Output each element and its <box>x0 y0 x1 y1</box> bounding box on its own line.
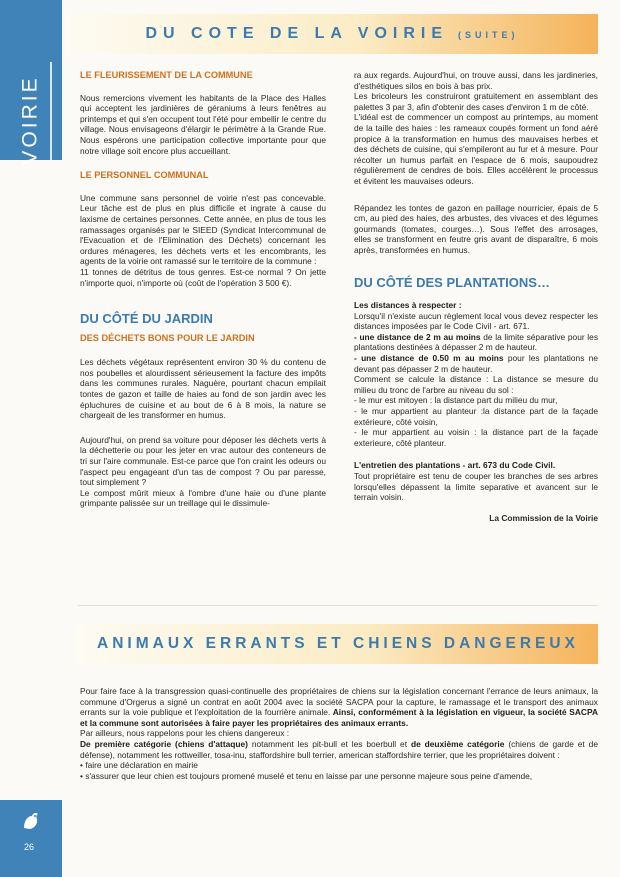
subheading-entretien <box>354 460 598 471</box>
subheading-entretien-text: L'entretien des plantations - art. 673 du Code Civil. <box>354 460 556 471</box>
top-banner-title-text: DU COTE DE LA VOIRIE <box>145 25 449 42</box>
subheading-distances-text: Les distances à respecter : <box>354 300 462 311</box>
column-left <box>80 70 326 518</box>
top-banner <box>66 14 598 54</box>
bold-text: Ainsi, conformément à la législation en vigueur, la société SACPA et la commune sont autorisées à faire payer les propriétaires des animaux errants. <box>80 707 598 728</box>
text: (chiens de garde et de défense), notamment les rottweiller, tosa-inu, staffordshire bull terrier, american staffordshire terrier, que les propriétaires doivent : <box>80 738 598 760</box>
paragraph <box>354 353 598 374</box>
sidebar-rule <box>50 62 52 160</box>
column-right <box>354 70 598 523</box>
paragraph: Par ailleurs, nous rappelons pour les chiens dangereux : <box>80 728 290 739</box>
divider <box>78 605 598 606</box>
list-item: - le mur appartient au voisin : la distance part de la façade exterieure, côté planteur. <box>354 427 598 448</box>
paragraph: Aujourd'hui, on prend sa voiture pour déposer les déchets verts à la déchetterie ou pour les jeter en vrac autour des conteneurs de tri sur l'aire communale. Est-ce parce que l'on craint les odeurs ou l'aspect peu engageant d'un tas de compost ? Ou par paresse, tout simplement ? <box>80 434 326 488</box>
sidebar-gap <box>0 160 62 800</box>
bold-text: - une distance de 2 m au moins <box>354 331 481 342</box>
paragraph: Les bricoleurs les construiront gratuitement en assemblant des palettes 3 par 3, afin d'obtenir des cases d'environ 1 m de côté. <box>354 91 598 112</box>
paragraph <box>354 332 598 353</box>
paragraph <box>80 739 598 760</box>
animals-section <box>80 686 598 781</box>
signature: La Commission de la Voirie <box>489 512 598 523</box>
bold-text: - une distance de 0.50 m au moins <box>354 353 504 364</box>
paragraph: L'idéal est de commencer un compost au printemps, au moment de la taille des haies : les rameaux coupés forment un fond aéré propice à la transformation en humus des mauvaises herbes et des déchets de cuisine, qui s'empileront au fur et à mesure. Pour récolter un humus parfait en l'espace de 6 mois, saupoudrez régulièrement de cendres de bois. Elles accélèrent le processus et évitent les mauvaises odeurs. <box>354 112 598 186</box>
heading-plantations: DU CÔTÉ DES PLANTATIONS… <box>354 274 550 290</box>
section-title-text: VOIRIE <box>19 75 42 165</box>
page-number: 26 <box>24 842 35 852</box>
bottom-banner-title: ANIMAUX ERRANTS ET CHIENS DANGEREUX <box>97 635 579 652</box>
paragraph: Tout propriétaire est tenu de couper les branches de ses arbres lorsqu'elles dépassent la limite separative et avancent sur le terrain voisin. <box>354 471 598 503</box>
list-item: • faire une déclaration en mairie <box>80 760 198 771</box>
heading-personnel: LE PERSONNEL COMMUNAL <box>80 170 209 181</box>
rooster-logo-icon <box>18 808 44 834</box>
section-title <box>16 70 46 170</box>
list-item: • s'assurer que leur chien est toujours promené muselé et tenu en laisse par une personne majeure sous peine d'amende, <box>80 770 533 781</box>
paragraph: Une commune sans personnel de voirie n'est pas concevable. Leur tâche est de plus en plus difficile et ingrate à cause du laxisme de certaines personnes. Cette année, en plus de tous les ramassages organisés par le SIEED (Syndicat Intercommunal de l'Evacuation et de l'Elimination des Déchets) concernant les ordures ménageres, les déchets verts et les encombrants, les agents de la voirie ont ramassé sur le territoire de la commune : <box>80 192 326 267</box>
bottom-banner <box>78 624 598 664</box>
text: notamment les pit-bull et les boerbull et <box>247 738 411 749</box>
paragraph: ra aux regards. Aujourd'hui, on trouve aussi, dans les jardineries, d'esthétiques silos en bois à bas prix. <box>354 70 598 91</box>
sidebar <box>0 0 62 877</box>
list-item: - le mur est mitoyen : la distance part du milieu du mur, <box>354 395 558 406</box>
paragraph: Nous remercions vivement les habitants de la Place des Halles qui acceptent les jardinières de géraniums à leurs fenêtres au printemps et qui s'en occupent tout l'été pour embellir le centre du village. Nous envisageons d'élargir le périmètre à la Grande Rue. Nous espérons une participation collective importante pour que notre village soit encore plus accueillant. <box>80 92 326 156</box>
paragraph: Répandez les tontes de gazon en paillage nourricier, épais de 5 cm, au pied des haies, des arbustes, des vivaces et des légumes gourmands (tomates, courges…). Sous l'effet des arrosages, elles se transforment en feutre gris avant de disparaître, 6 mois après, transformées en humus. <box>354 202 598 255</box>
text: pour les plantations ne devant pas dépasser 2 m de hauteur. <box>354 353 598 374</box>
heading-fleurissement: LE FLEURISSEMENT DE LA COMMUNE <box>80 70 253 80</box>
subheading-distances <box>354 300 598 311</box>
bold-text: de deuxième catégorie <box>410 738 505 749</box>
heading-jardin: DU CÔTÉ DU JARDIN <box>80 311 213 327</box>
paragraph: 11 tonnes de détritus de tous genres. Est-ce normal ? On jette n'importe quoi, n'importe où (coût de l'opération 3 500 €). <box>80 266 326 288</box>
paragraph: Le compost mûrit mieux à l'ombre d'une haie ou d'une plante grimpante palissée sur un treillage qui le dissimule- <box>80 487 326 509</box>
paragraph: Comment se calcule la distance : La distance se mesure du milieu du tronc de l'arbre au niveau du sol : <box>354 374 598 395</box>
text: Pour faire face à la transgression quasi-continuelle des propriétaires de chiens sur la législation concernant l'errance de leurs animaux, la commune d'Orgerus a signé un contrat en août 2004 avec la société SACPA pour la capture, le ramassage et le transport des animaux errants sur la voie publique et l'exploitation de la fourrière animale. <box>80 686 598 718</box>
paragraph: Les déchets végétaux représentent environ 30 % du contenu de nos poubelles et alourdissent sérieusement la facture des impôts dans les communes rurales. Naguère, pourtant chacun empilait tontes de gazon et taille de haies au fond de son jardin avec les épluchures de cuisine et au bout de 6 à 8 mois, la nature se chargeait de les transformer en humus. <box>80 357 326 421</box>
list-item: - le mur appartient au planteur :la distance part de la façade extérieure, côté voisin, <box>354 406 598 427</box>
bold-text: De première catégorie (chiens d'attaque) <box>80 738 248 749</box>
paragraph: Lorsqu'il n'existe aucun règlement local vous devez respecter les distances imposées par le Code Civil - art. 671. <box>354 310 598 332</box>
paragraph <box>80 686 598 728</box>
text: de la limite séparative pour les plantations destinées à dépasser 2 m de hauteur. <box>354 331 599 353</box>
top-banner-suffix: (SUITE) <box>458 30 519 40</box>
top-banner-title <box>66 14 598 54</box>
heading-dechets: DES DÉCHETS BONS POUR LE JARDIN <box>80 332 255 343</box>
